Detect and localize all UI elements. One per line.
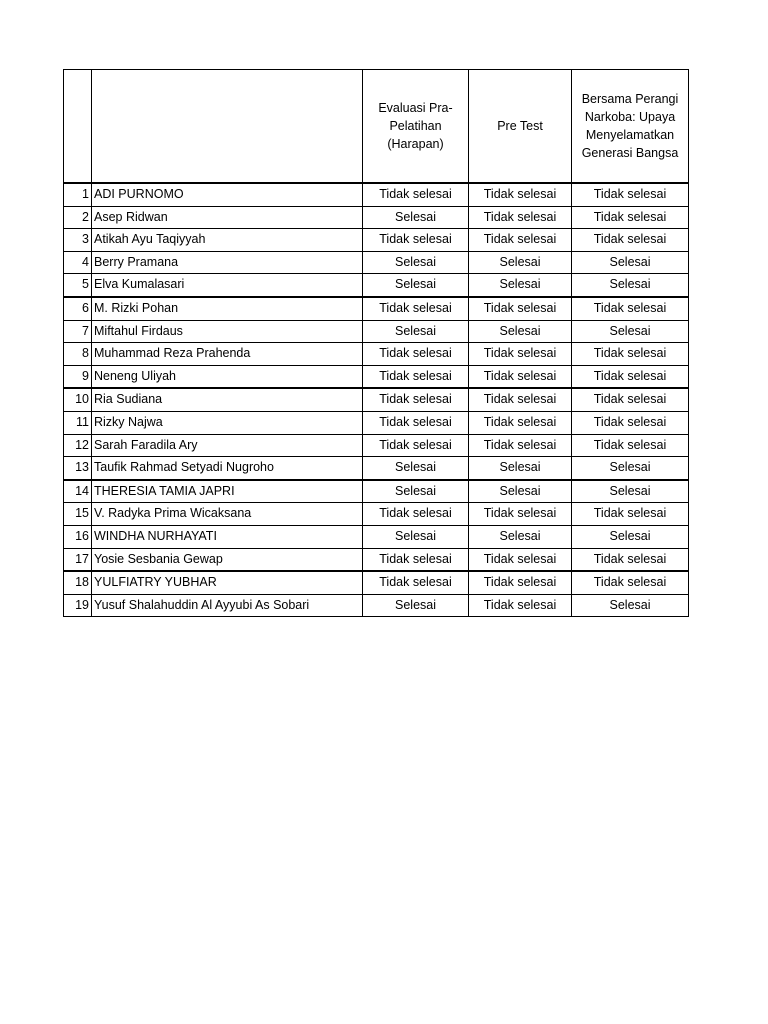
status-pre-test: Tidak selesai (469, 206, 572, 229)
participant-name: Miftahul Firdaus (92, 320, 363, 343)
status-evaluasi-pra-pelatihan: Selesai (363, 525, 469, 548)
status-evaluasi-pra-pelatihan: Tidak selesai (363, 183, 469, 206)
status-pre-test: Tidak selesai (469, 183, 572, 206)
row-number: 11 (64, 411, 92, 434)
participant-name: Rizky Najwa (92, 411, 363, 434)
status-evaluasi-pra-pelatihan: Tidak selesai (363, 434, 469, 457)
row-number: 16 (64, 525, 92, 548)
status-evaluasi-pra-pelatihan: Tidak selesai (363, 503, 469, 526)
table-row (64, 594, 689, 617)
row-number: 6 (64, 297, 92, 320)
table-header (64, 70, 689, 184)
status-pre-test: Tidak selesai (469, 229, 572, 252)
table-row (64, 206, 689, 229)
status-bersama-perangi-narkoba: Selesai (572, 594, 689, 617)
table-row (64, 571, 689, 594)
table-row (64, 343, 689, 366)
status-pre-test: Tidak selesai (469, 434, 572, 457)
row-number: 4 (64, 251, 92, 274)
status-evaluasi-pra-pelatihan: Tidak selesai (363, 571, 469, 594)
status-pre-test: Tidak selesai (469, 594, 572, 617)
status-pre-test: Selesai (469, 274, 572, 297)
participant-name: Neneng Uliyah (92, 365, 363, 388)
participant-name: Elva Kumalasari (92, 274, 363, 297)
row-number: 7 (64, 320, 92, 343)
participant-name: Muhammad Reza Prahenda (92, 343, 363, 366)
table-row (64, 388, 689, 411)
status-bersama-perangi-narkoba: Tidak selesai (572, 411, 689, 434)
row-number: 19 (64, 594, 92, 617)
participant-name: Asep Ridwan (92, 206, 363, 229)
row-number: 10 (64, 388, 92, 411)
table-row (64, 183, 689, 206)
table-row (64, 297, 689, 320)
status-bersama-perangi-narkoba: Tidak selesai (572, 388, 689, 411)
header-number (64, 70, 92, 184)
status-bersama-perangi-narkoba: Tidak selesai (572, 503, 689, 526)
status-bersama-perangi-narkoba: Tidak selesai (572, 229, 689, 252)
status-evaluasi-pra-pelatihan: Tidak selesai (363, 343, 469, 366)
table-row (64, 548, 689, 571)
status-pre-test: Tidak selesai (469, 503, 572, 526)
status-pre-test: Tidak selesai (469, 297, 572, 320)
participant-name: Ria Sudiana (92, 388, 363, 411)
table-row (64, 365, 689, 388)
table-row (64, 525, 689, 548)
row-number: 17 (64, 548, 92, 571)
row-number: 1 (64, 183, 92, 206)
table-row (64, 411, 689, 434)
participant-name: Berry Pramana (92, 251, 363, 274)
header-row (64, 70, 689, 184)
table-row (64, 229, 689, 252)
row-number: 18 (64, 571, 92, 594)
status-bersama-perangi-narkoba: Tidak selesai (572, 365, 689, 388)
status-bersama-perangi-narkoba: Selesai (572, 274, 689, 297)
status-bersama-perangi-narkoba: Tidak selesai (572, 548, 689, 571)
row-number: 14 (64, 480, 92, 503)
status-pre-test: Tidak selesai (469, 571, 572, 594)
status-bersama-perangi-narkoba: Selesai (572, 525, 689, 548)
status-pre-test: Tidak selesai (469, 411, 572, 434)
participant-name: ADI PURNOMO (92, 183, 363, 206)
table-row (64, 434, 689, 457)
status-bersama-perangi-narkoba: Selesai (572, 251, 689, 274)
status-evaluasi-pra-pelatihan: Tidak selesai (363, 365, 469, 388)
status-bersama-perangi-narkoba: Tidak selesai (572, 183, 689, 206)
header-pre-test: Pre Test (469, 70, 572, 184)
status-evaluasi-pra-pelatihan: Tidak selesai (363, 411, 469, 434)
status-pre-test: Selesai (469, 457, 572, 480)
row-number: 5 (64, 274, 92, 297)
participant-name: YULFIATRY YUBHAR (92, 571, 363, 594)
participant-name: Taufik Rahmad Setyadi Nugroho (92, 457, 363, 480)
table-row (64, 503, 689, 526)
status-bersama-perangi-narkoba: Tidak selesai (572, 343, 689, 366)
status-evaluasi-pra-pelatihan: Selesai (363, 320, 469, 343)
participant-name: WINDHA NURHAYATI (92, 525, 363, 548)
row-number: 8 (64, 343, 92, 366)
status-pre-test: Selesai (469, 480, 572, 503)
row-number: 3 (64, 229, 92, 252)
table-row (64, 480, 689, 503)
status-pre-test: Tidak selesai (469, 365, 572, 388)
header-name (92, 70, 363, 184)
header-evaluasi-pra-pelatihan: Evaluasi Pra-Pelatihan (Harapan) (363, 70, 469, 184)
progress-table (63, 69, 689, 617)
status-pre-test: Selesai (469, 320, 572, 343)
row-number: 15 (64, 503, 92, 526)
status-evaluasi-pra-pelatihan: Selesai (363, 274, 469, 297)
table-body (64, 183, 689, 617)
status-bersama-perangi-narkoba: Selesai (572, 480, 689, 503)
status-pre-test: Selesai (469, 251, 572, 274)
status-evaluasi-pra-pelatihan: Selesai (363, 594, 469, 617)
participant-name: Yosie Sesbania Gewap (92, 548, 363, 571)
participant-name: V. Radyka Prima Wicaksana (92, 503, 363, 526)
status-evaluasi-pra-pelatihan: Selesai (363, 206, 469, 229)
participant-name: Atikah Ayu Taqiyyah (92, 229, 363, 252)
status-pre-test: Tidak selesai (469, 343, 572, 366)
status-evaluasi-pra-pelatihan: Tidak selesai (363, 388, 469, 411)
row-number: 9 (64, 365, 92, 388)
participant-name: Yusuf Shalahuddin Al Ayyubi As Sobari (92, 594, 363, 617)
status-pre-test: Tidak selesai (469, 548, 572, 571)
status-pre-test: Selesai (469, 525, 572, 548)
status-pre-test: Tidak selesai (469, 388, 572, 411)
participant-name: M. Rizki Pohan (92, 297, 363, 320)
table-row (64, 457, 689, 480)
status-bersama-perangi-narkoba: Selesai (572, 320, 689, 343)
status-evaluasi-pra-pelatihan: Selesai (363, 480, 469, 503)
status-evaluasi-pra-pelatihan: Tidak selesai (363, 548, 469, 571)
status-bersama-perangi-narkoba: Tidak selesai (572, 434, 689, 457)
status-evaluasi-pra-pelatihan: Tidak selesai (363, 229, 469, 252)
status-evaluasi-pra-pelatihan: Tidak selesai (363, 297, 469, 320)
table-row (64, 251, 689, 274)
status-bersama-perangi-narkoba: Tidak selesai (572, 297, 689, 320)
row-number: 13 (64, 457, 92, 480)
table-row (64, 320, 689, 343)
row-number: 12 (64, 434, 92, 457)
participant-name: THERESIA TAMIA JAPRI (92, 480, 363, 503)
row-number: 2 (64, 206, 92, 229)
table-row (64, 274, 689, 297)
status-evaluasi-pra-pelatihan: Selesai (363, 457, 469, 480)
status-bersama-perangi-narkoba: Tidak selesai (572, 571, 689, 594)
status-bersama-perangi-narkoba: Selesai (572, 457, 689, 480)
status-bersama-perangi-narkoba: Tidak selesai (572, 206, 689, 229)
status-evaluasi-pra-pelatihan: Selesai (363, 251, 469, 274)
header-bersama-perangi-narkoba: Bersama Perangi Narkoba: Upaya Menyelamatkan Generasi Bangsa (572, 70, 689, 184)
participant-name: Sarah Faradila Ary (92, 434, 363, 457)
